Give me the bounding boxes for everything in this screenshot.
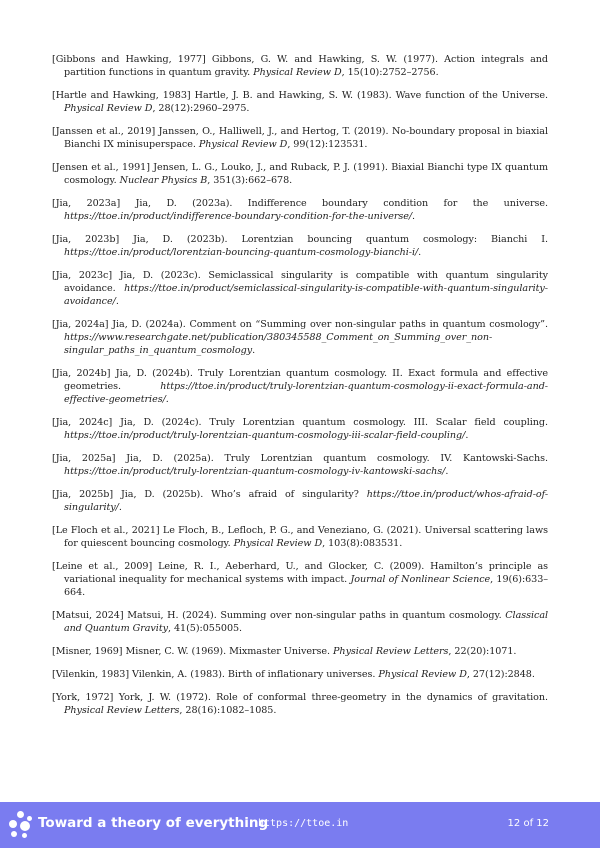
reference-text: Jia, D. (2025a). Truly Lorentzian quantum cosmology. IV. Kantowski-Sachs.: [126, 453, 548, 464]
reference-entry: [52, 488, 548, 514]
reference-details: , 41(5):055005.: [168, 623, 243, 634]
reference-key: [Janssen et al., 2019]: [52, 126, 156, 137]
reference-details: .: [118, 502, 122, 513]
reference-text: Jia, D. (2024b). Truly Lorentzian quantum cosmology. II. Exact formula and effective geometries.: [64, 368, 548, 392]
reference-venue: Physical Review D: [233, 538, 323, 549]
page-number: 12 of 12: [507, 818, 549, 829]
reference-key: [York, 1972]: [52, 692, 114, 703]
reference-details: , 99(12):123531.: [287, 139, 368, 150]
reference-venue: Physical Review D: [198, 139, 288, 150]
reference-details: .: [465, 430, 469, 441]
reference-venue[interactable]: https://ttoe.in/product/indifference-boundary-condition-for-the-universe/: [64, 211, 413, 222]
reference-text: Vilenkin, A. (1983). Birth of inflationary universes.: [132, 669, 376, 680]
reference-details: , 103(8):083531.: [322, 538, 403, 549]
reference-venue: Classical and Quantum Gravity: [64, 610, 549, 634]
reference-key: [Leine et al., 2009]: [52, 561, 153, 572]
reference-text: Jia, D. (2023a). Indifference boundary condition for the universe.: [135, 198, 548, 209]
reference-text: Jia, D. (2023b). Lorentzian bouncing quantum cosmology: Bianchi I.: [133, 234, 548, 245]
reference-entry: [52, 367, 548, 406]
reference-text: Jia, D. (2025b). Who’s afraid of singularity?: [120, 489, 359, 500]
reference-venue[interactable]: https://ttoe.in/product/lorentzian-bouncing-quantum-cosmology-bianchi-i/: [64, 247, 419, 258]
reference-details: .: [115, 296, 119, 307]
reference-venue: Physical Review D: [378, 669, 467, 680]
reference-key: [Hartle and Hawking, 1983]: [52, 90, 191, 101]
reference-entry: [52, 233, 548, 259]
reference-details: .: [165, 394, 169, 405]
reference-details: , 28(16):1082–1085.: [179, 705, 277, 716]
reference-entry: [52, 53, 548, 79]
reference-key: [Jia, 2024b]: [52, 368, 111, 379]
reference-details: .: [445, 466, 449, 477]
reference-text: Le Floch, B., Lefloch, P. G., and Veneziano, G. (2021). Universal scattering laws for quiescent bouncing cosmology.: [64, 525, 548, 549]
reference-list: [52, 53, 548, 727]
reference-entry: [52, 524, 548, 550]
reference-text: Misner, C. W. (1969). Mixmaster Universe.: [125, 646, 331, 657]
reference-venue[interactable]: https://www.researchgate.net/publication/380345588_Comment_on_Summing_over_non-singular_paths_in_quantum_cosmology: [64, 332, 493, 356]
reference-entry: [52, 609, 548, 635]
reference-venue[interactable]: https://ttoe.in/product/semiclassical-singularity-is-compatible-with-quantum-singularity-avoidance/: [64, 283, 548, 307]
reference-key: [Misner, 1969]: [52, 646, 123, 657]
reference-venue[interactable]: https://ttoe.in/product/truly-lorentzian-quantum-cosmology-iv-kantowski-sachs/: [64, 466, 446, 477]
reference-entry: [52, 89, 548, 115]
reference-key: [Jia, 2023b]: [52, 234, 120, 245]
reference-key: [Vilenkin, 1983]: [52, 669, 130, 680]
reference-details: .: [252, 345, 256, 356]
reference-details: , 22(20):1071.: [448, 646, 517, 657]
reference-text: York, J. W. (1972). Role of conformal three-geometry in the dynamics of gravitation.: [118, 692, 549, 703]
reference-entry: [52, 416, 548, 442]
reference-details: , 351(3):662–678.: [207, 175, 293, 186]
reference-key: [Gibbons and Hawking, 1977]: [52, 54, 206, 65]
page-footer: [0, 802, 600, 848]
reference-text: Hartle, J. B. and Hawking, S. W. (1983). Wave function of the Universe.: [194, 90, 548, 101]
reference-key: [Le Floch et al., 2021]: [52, 525, 160, 536]
reference-key: [Matsui, 2024]: [52, 610, 124, 621]
reference-key: [Jia, 2023a]: [52, 198, 121, 209]
reference-text: Jensen, L. G., Louko, J., and Ruback, P. J. (1991). Biaxial Bianchi type IX quantum cosmology.: [64, 162, 549, 186]
footer-url[interactable]: https://ttoe.in: [258, 818, 349, 829]
reference-key: [Jia, 2024a]: [52, 319, 109, 330]
reference-venue[interactable]: https://ttoe.in/product/whos-afraid-of-singularity/: [64, 489, 549, 513]
reference-entry: [52, 318, 548, 357]
reference-entry: [52, 161, 548, 187]
reference-entry: [52, 452, 548, 478]
reference-entry: [52, 197, 548, 223]
dots-logo-icon: [8, 811, 34, 839]
reference-key: [Jia, 2023c]: [52, 270, 113, 281]
reference-details: .: [418, 247, 422, 258]
reference-entry: [52, 645, 548, 658]
reference-text: Jia, D. (2024c). Truly Lorentzian quantum cosmology. III. Scalar field coupling.: [120, 417, 549, 428]
reference-entry: [52, 691, 548, 717]
reference-venue: Nuclear Physics B: [119, 175, 208, 186]
reference-details: , 15(10):2752–2756.: [341, 67, 439, 78]
reference-venue: Physical Review D: [253, 67, 342, 78]
reference-venue: Physical Review Letters: [64, 705, 180, 716]
reference-details: , 28(12):2960–2975.: [152, 103, 250, 114]
reference-entry: [52, 560, 548, 599]
reference-details: , 27(12):2848.: [466, 669, 535, 680]
reference-entry: [52, 125, 548, 151]
reference-key: [Jia, 2025a]: [52, 453, 116, 464]
reference-text: Matsui, H. (2024). Summing over non-singular paths in quantum cosmology.: [127, 610, 502, 621]
reference-text: Jia, D. (2023c). Semiclassical singularity is compatible with quantum singularity avoidance.: [64, 270, 548, 294]
reference-details: .: [412, 211, 416, 222]
reference-entry: [52, 269, 548, 308]
reference-details: , 19(6):633–664.: [64, 574, 549, 598]
reference-venue: Physical Review Letters: [333, 646, 449, 657]
reference-key: [Jia, 2025b]: [52, 489, 114, 500]
reference-entry: [52, 668, 548, 681]
reference-text: Gibbons, G. W. and Hawking, S. W. (1977). Action integrals and partition functions in quantum gravity.: [64, 54, 549, 78]
reference-key: [Jensen et al., 1991]: [52, 162, 150, 173]
reference-text: Jia, D. (2024a). Comment on “Summing over non-singular paths in quantum cosmology”.: [112, 319, 548, 330]
reference-venue[interactable]: https://ttoe.in/product/truly-lorentzian-quantum-cosmology-iii-scalar-field-coupling/: [64, 430, 466, 441]
reference-venue: Physical Review D: [64, 103, 153, 114]
reference-text: Janssen, O., Halliwell, J., and Hertog, T. (2019). No-boundary proposal in biaxial Bianchi IX minisuperspace.: [64, 126, 549, 150]
reference-venue: Journal of Nonlinear Science: [350, 574, 491, 585]
reference-venue[interactable]: https://ttoe.in/product/truly-lorentzian-quantum-cosmology-ii-exact-formula-and-effective-geometries/: [64, 381, 548, 405]
reference-key: [Jia, 2024c]: [52, 417, 113, 428]
footer-title: Toward a theory of everything: [38, 815, 269, 831]
reference-text: Leine, R. I., Aeberhard, U., and Glocker, C. (2009). Hamilton’s principle as variational inequality for mechanical systems with impact.: [64, 561, 548, 585]
